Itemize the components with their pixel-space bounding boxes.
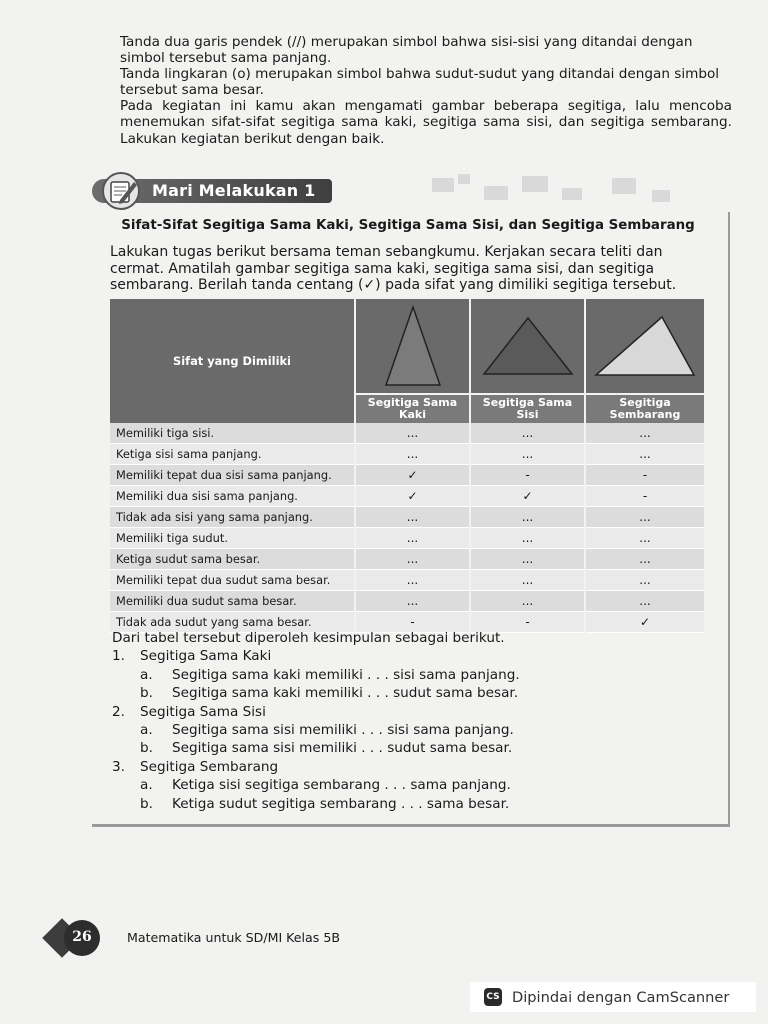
table-row xyxy=(110,465,704,486)
activity-instructions xyxy=(110,244,710,294)
section-title: Segitiga Sembarang xyxy=(140,758,279,775)
activity-title: Sifat-Sifat Segitiga Sama Kaki, Segitiga Sama Sisi, dan Segitiga Sembarang xyxy=(121,218,695,233)
isosceles-triangle-cell xyxy=(355,299,470,394)
conclusion-item xyxy=(112,739,712,757)
section-number: 2. xyxy=(112,703,125,720)
pencil-notebook-icon xyxy=(102,172,142,210)
section-number: 1. xyxy=(112,648,125,665)
decor-square xyxy=(652,190,670,202)
property-value: ... xyxy=(470,507,585,528)
item-text: Segitiga sama sisi memiliki . . . sisi sama panjang. xyxy=(172,722,514,739)
property-column-header: Sifat yang Dimiliki xyxy=(110,299,355,423)
property-label: Memiliki tepat dua sudut sama besar. xyxy=(110,570,355,591)
property-value: ... xyxy=(470,570,585,591)
property-value: ... xyxy=(355,591,470,612)
conclusion-list xyxy=(112,647,712,813)
conclusion-section xyxy=(112,758,712,776)
intro-text xyxy=(120,34,732,147)
property-label: Tidak ada sudut yang sama besar. xyxy=(110,612,355,633)
property-value: ... xyxy=(470,423,585,444)
table-row xyxy=(110,423,704,444)
property-label: Memiliki dua sudut sama besar. xyxy=(110,591,355,612)
property-value: ... xyxy=(470,591,585,612)
page-number-badge xyxy=(48,920,92,956)
conclusion-item xyxy=(112,721,712,739)
scanner-label: Dipindai dengan CamScanner xyxy=(512,988,730,1006)
conclusion xyxy=(112,629,712,813)
conclusion-item xyxy=(112,684,712,702)
item-letter: b. xyxy=(140,685,153,702)
property-value: ... xyxy=(355,570,470,591)
conclusion-item xyxy=(112,666,712,684)
property-value: ... xyxy=(585,444,704,465)
property-value: ✓ xyxy=(585,612,704,633)
scalene-triangle-icon xyxy=(592,313,698,379)
table-row xyxy=(110,528,704,549)
camscanner-logo-icon: CS xyxy=(484,988,502,1006)
equilateral-triangle-icon xyxy=(476,314,580,378)
property-label: Tidak ada sisi yang sama panjang. xyxy=(110,507,355,528)
activity-label: Mari Melakukan 1 xyxy=(152,181,316,200)
table-row xyxy=(110,507,704,528)
book-title: Matematika untuk SD/MI Kelas 5B xyxy=(127,930,340,945)
property-value: ... xyxy=(585,570,704,591)
decor-square xyxy=(432,178,454,192)
property-label: Memiliki dua sisi sama panjang. xyxy=(110,486,355,507)
table-row xyxy=(110,486,704,507)
property-value: ... xyxy=(470,528,585,549)
conclusion-intro: Dari tabel tersebut diperoleh kesimpulan sebagai berikut. xyxy=(112,630,505,646)
property-value: - xyxy=(585,486,704,507)
intro-paragraph-3: Pada kegiatan ini kamu akan mengamati gambar beberapa segitiga, lalu mencoba menemukan sifat-sifat segitiga sama kaki, segitiga sama sisi, dan segitiga sembarang. Lakukan kegiatan berikut dengan baik. xyxy=(120,98,732,147)
item-letter: a. xyxy=(140,666,153,683)
property-value: - xyxy=(470,465,585,486)
property-value: ... xyxy=(355,444,470,465)
scanner-watermark xyxy=(470,982,756,1012)
intro-paragraph-2: Tanda lingkaran (o) merupakan simbol bahwa sudut-sudut yang ditandai dengan simbol tersebut sama besar. xyxy=(120,66,720,99)
table-row xyxy=(110,444,704,465)
table-row xyxy=(110,591,704,612)
column-header-isosceles: Segitiga Sama Kaki xyxy=(355,394,470,423)
property-value: ... xyxy=(585,549,704,570)
property-value: ... xyxy=(355,423,470,444)
intro-paragraph-1: Tanda dua garis pendek (//) merupakan simbol bahwa sisi-sisi yang ditandai dengan simbol tersebut sama panjang. xyxy=(120,34,693,67)
property-value: ✓ xyxy=(355,486,470,507)
property-value: - xyxy=(470,612,585,633)
decor-square xyxy=(562,188,582,200)
activity-header xyxy=(92,172,732,212)
item-text: Ketiga sudut segitiga sembarang . . . sama besar. xyxy=(172,795,510,812)
section-number: 3. xyxy=(112,758,125,775)
instructions-text: Lakukan tugas berikut bersama teman sebangkumu. Kerjakan secara teliti dan cermat. Amatilah gambar segitiga sama kaki, segitiga sama sisi, dan segitiga sembarang. Berilah tanda centang (✓) pada sifat yang dimiliki segitiga tersebut. xyxy=(110,244,677,294)
property-value: - xyxy=(585,465,704,486)
item-text: Segitiga sama kaki memiliki . . . sisi sama panjang. xyxy=(172,666,520,683)
section-title: Segitiga Sama Sisi xyxy=(140,703,266,720)
property-label: Memiliki tiga sudut. xyxy=(110,528,355,549)
conclusion-item xyxy=(112,795,712,813)
item-letter: a. xyxy=(140,722,153,739)
decor-square xyxy=(612,178,636,194)
property-value: ... xyxy=(355,528,470,549)
property-label: Ketiga sudut sama besar. xyxy=(110,549,355,570)
property-value: ... xyxy=(585,528,704,549)
item-text: Ketiga sisi segitiga sembarang . . . sama panjang. xyxy=(172,777,511,794)
property-value: ✓ xyxy=(355,465,470,486)
property-value: - xyxy=(355,612,470,633)
decor-square xyxy=(522,176,548,192)
property-value: ... xyxy=(470,549,585,570)
scalene-triangle-cell xyxy=(585,299,704,394)
property-value: ... xyxy=(585,423,704,444)
table-row xyxy=(110,570,704,591)
property-label: Memiliki tiga sisi. xyxy=(110,423,355,444)
properties-table xyxy=(110,299,704,633)
property-label: Ketiga sisi sama panjang. xyxy=(110,444,355,465)
column-header-equilateral: Segitiga Sama Sisi xyxy=(470,394,585,423)
item-letter: b. xyxy=(140,740,153,757)
property-value: ... xyxy=(355,549,470,570)
conclusion-section xyxy=(112,647,712,665)
section-title: Segitiga Sama Kaki xyxy=(140,648,272,665)
table-row xyxy=(110,549,704,570)
property-value: ... xyxy=(585,507,704,528)
property-value: ... xyxy=(470,444,585,465)
property-label: Memiliki tepat dua sisi sama panjang. xyxy=(110,465,355,486)
property-value: ... xyxy=(585,591,704,612)
decor-square xyxy=(484,186,508,200)
item-text: Segitiga sama sisi memiliki . . . sudut sama besar. xyxy=(172,740,513,757)
item-letter: b. xyxy=(140,795,153,812)
equilateral-triangle-cell xyxy=(470,299,585,394)
page-number: 26 xyxy=(72,929,92,945)
item-letter: a. xyxy=(140,777,153,794)
item-text: Segitiga sama kaki memiliki . . . sudut sama besar. xyxy=(172,685,519,702)
property-value: ... xyxy=(355,507,470,528)
conclusion-item xyxy=(112,776,712,794)
isosceles-triangle-icon xyxy=(378,303,448,389)
decor-square xyxy=(458,174,470,184)
column-header-scalene: Segitiga Sembarang xyxy=(585,394,704,423)
property-value: ✓ xyxy=(470,486,585,507)
conclusion-section xyxy=(112,703,712,721)
